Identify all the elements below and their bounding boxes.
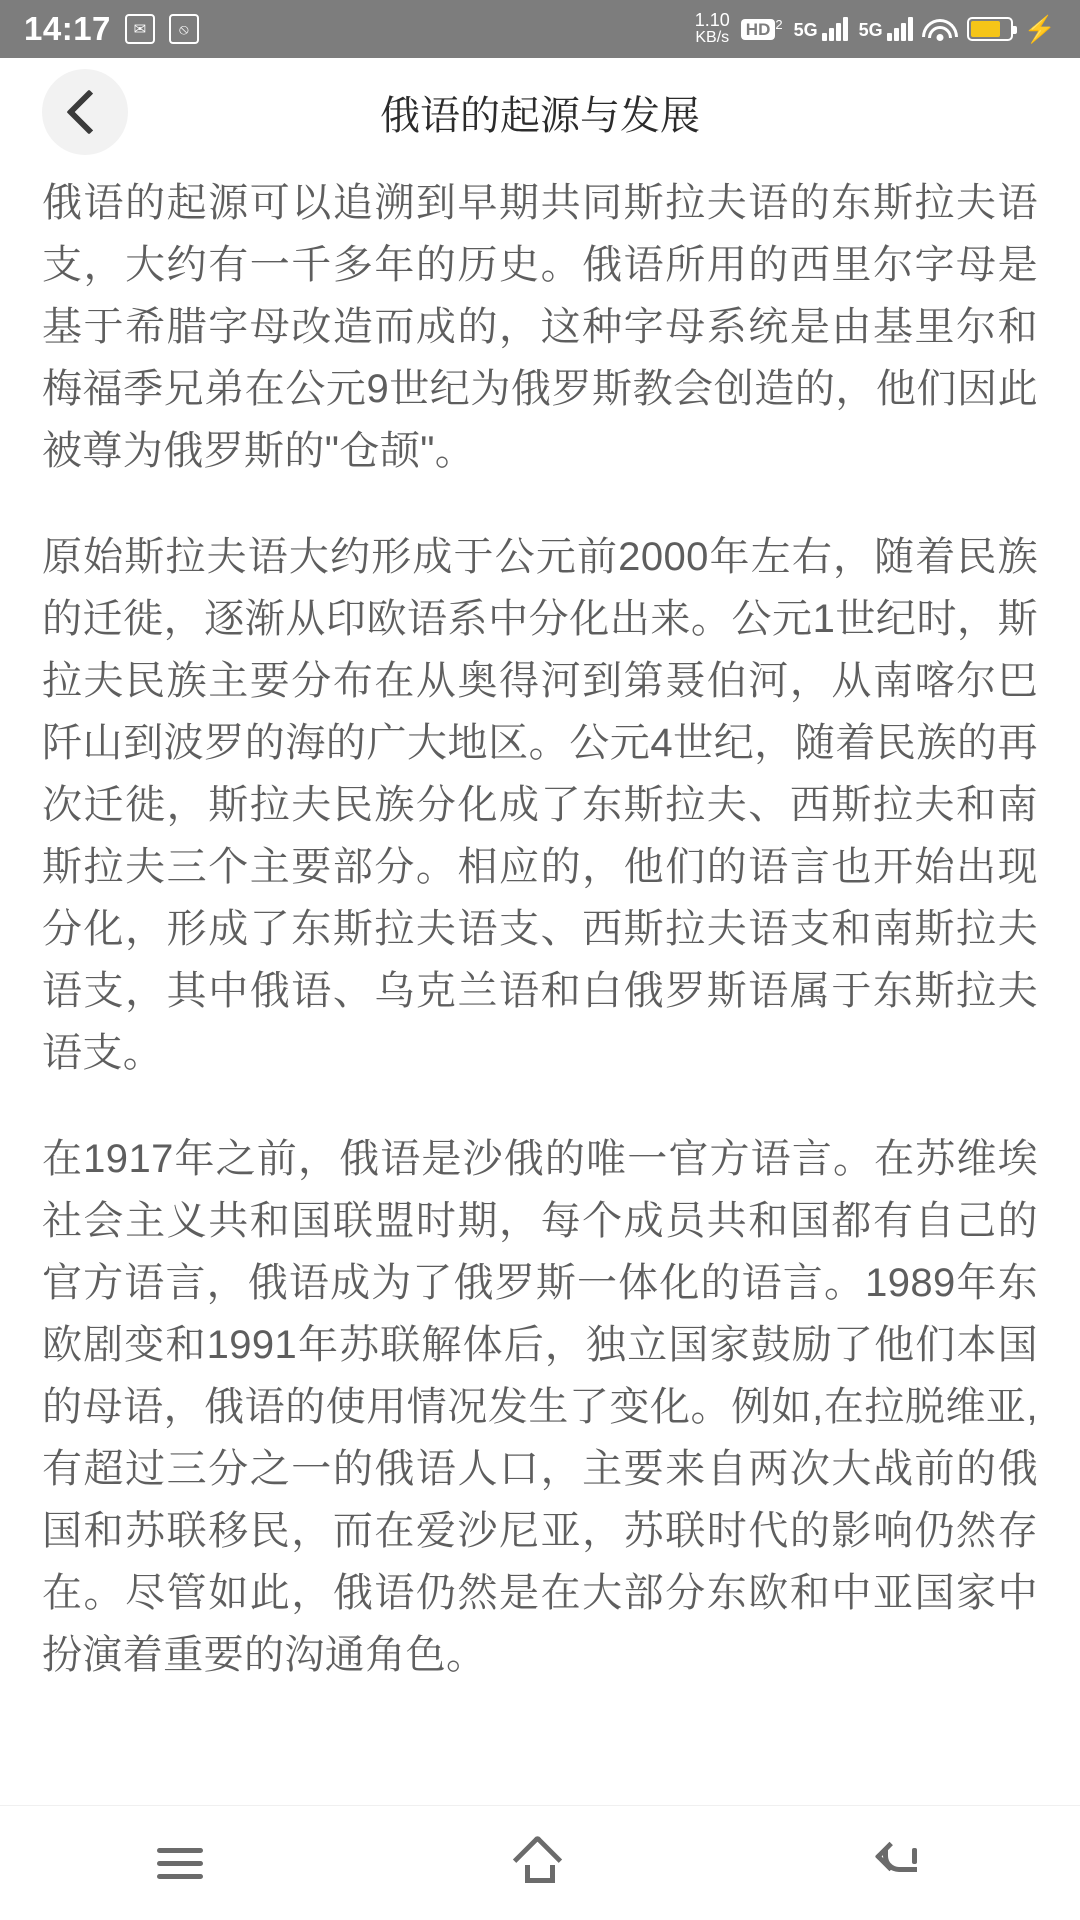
status-time: 14:17	[24, 10, 111, 47]
article-content	[0, 166, 1080, 1806]
battery-icon	[967, 17, 1013, 41]
sim2-network-label: 5G	[858, 20, 883, 40]
sim2-bars	[887, 17, 913, 41]
home-button[interactable]	[480, 1823, 600, 1903]
back-arrow-icon	[877, 1840, 923, 1886]
article-paragraph: 原始斯拉夫语大约形成于公元前2000年左右，随着民族的迁徙，逐渐从印欧语系中分化出来。公元1世纪时，斯拉夫民族主要分布在从奥得河到第聂伯河，从南喀尔巴阡山到波罗的海的广大地区。公元4世纪，随着民族的再次迁徙，斯拉夫民族分化成了东斯拉夫、西斯拉夫和南斯拉夫三个主要部分。相应的，他们的语言也开始出现分化，形成了东斯拉夫语支、西斯拉夫语支和南斯拉夫语支，其中俄语、乌克兰语和白俄罗斯语属于东斯拉夫语支。	[42, 535, 1038, 1075]
network-speed-value: 1.10	[694, 10, 730, 31]
status-bar-right	[695, 11, 1056, 47]
hd-volte-icon: HD $^2$	[741, 17, 783, 41]
back-chevron-icon	[66, 89, 111, 134]
network-speed-indicator	[695, 11, 730, 47]
status-bar-left	[24, 10, 199, 48]
system-back-button[interactable]	[840, 1823, 960, 1903]
back-button[interactable]	[42, 69, 128, 155]
network-speed-unit: KB/s	[695, 29, 730, 47]
sim1-bars	[822, 17, 848, 41]
menu-icon	[157, 1840, 203, 1887]
sim2-signal-icon	[859, 17, 913, 41]
lightning-bolt-icon: ⚡	[1023, 14, 1056, 44]
article-paragraph: 在1917年之前，俄语是沙俄的唯一官方语言。在苏维埃社会主义共和国联盟时期，每个成员共和国都有自己的官方语言，俄语成为了俄罗斯一体化的语言。1989年东欧剧变和1991年苏联解体后，独立国家鼓励了他们本国的母语，俄语的使用情况发生了变化。例如,在拉脱维亚,有超过三分之一的俄语人口，主要来自两次大战前的俄国和苏联移民，而在爱沙尼亚，苏联时代的影响仍然存在。尽管如此，俄语仍然是在大部分东欧和中亚国家中扮演着重要的沟通角色。	[42, 1137, 1038, 1677]
message-cross-icon: ✉	[125, 14, 155, 44]
article-paragraph: 俄语的起源可以追溯到早期共同斯拉夫语的东斯拉夫语支，大约有一千多年的历史。俄语所用的西里尔字母是基于希腊字母改造而成的，这种字母系统是由基里尔和梅福季兄弟在公元9世纪为俄罗斯教会创造的，他们因此被尊为俄罗斯的"仓颉"。	[42, 181, 1038, 473]
recent-apps-button[interactable]	[120, 1823, 240, 1903]
home-icon	[517, 1840, 563, 1886]
sim1-signal-icon	[794, 17, 848, 41]
status-bar	[0, 0, 1080, 58]
page-title: 俄语的起源与发展	[380, 93, 700, 138]
wifi-icon	[924, 17, 956, 41]
app-bar	[0, 58, 1080, 166]
system-navigation-bar	[0, 1805, 1080, 1920]
hd-sim-index: 2	[775, 17, 783, 33]
dnd-icon: ⦸	[169, 14, 199, 44]
sim1-network-label: 5G	[793, 20, 818, 40]
